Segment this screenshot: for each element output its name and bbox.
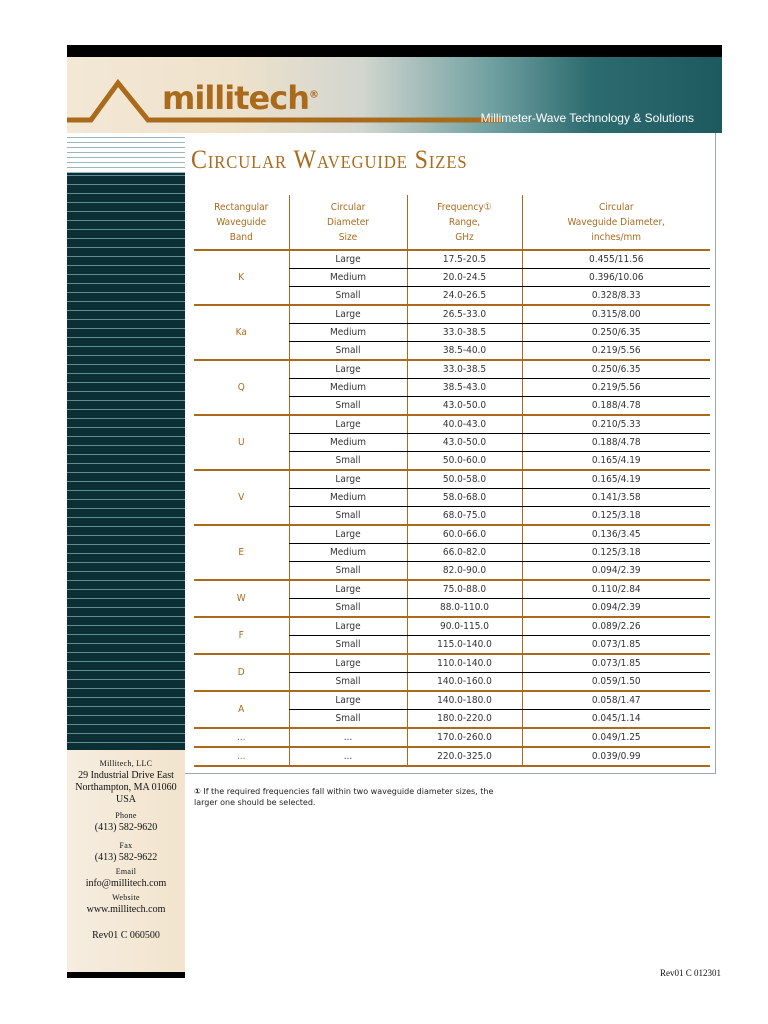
table-body <box>194 250 710 766</box>
size-cell: Medium <box>289 379 407 397</box>
frequency-cell: 170.0-260.0 <box>407 728 522 747</box>
diameter-cell: 0.455/11.56 <box>522 250 710 269</box>
diameter-cell: 0.136/3.45 <box>522 525 710 544</box>
band-cell: E <box>194 525 289 580</box>
tagline: Millimeter-Wave Technology & Solutions <box>480 111 694 125</box>
size-cell: Small <box>289 287 407 306</box>
sidebar-stripes <box>67 133 185 750</box>
size-cell: Large <box>289 525 407 544</box>
band-cell: Q <box>194 360 289 415</box>
header-banner <box>67 57 722 133</box>
band-cell: ... <box>194 747 289 766</box>
country: USA <box>115 794 136 805</box>
diameter-cell: 0.059/1.50 <box>522 673 710 692</box>
frequency-cell: 68.0-75.0 <box>407 507 522 526</box>
diameter-cell: 0.328/8.33 <box>522 287 710 306</box>
frequency-cell: 24.0-26.5 <box>407 287 522 306</box>
size-cell: Large <box>289 470 407 489</box>
email-label: Email <box>115 867 137 876</box>
frequency-cell: 43.0-50.0 <box>407 397 522 416</box>
website-label: Website <box>112 893 140 902</box>
frequency-cell: 60.0-66.0 <box>407 525 522 544</box>
band-cell: Ka <box>194 305 289 360</box>
company-name: Millitech, LLC <box>99 759 153 768</box>
header-diameter: Circular Waveguide Diameter, inches/mm <box>522 195 710 250</box>
size-cell: Large <box>289 250 407 269</box>
page-revision: Rev01 C 012301 <box>659 968 721 978</box>
header-frequency: Frequency① Range, GHz <box>407 195 522 250</box>
frequency-cell: 58.0-68.0 <box>407 489 522 507</box>
size-cell: Small <box>289 599 407 618</box>
diameter-cell: 0.219/5.56 <box>522 342 710 361</box>
frequency-cell: 140.0-160.0 <box>407 673 522 692</box>
diameter-cell: 0.188/4.78 <box>522 434 710 452</box>
waveguide-table <box>194 195 710 767</box>
size-cell: ... <box>289 747 407 766</box>
fax: (413) 582-9622 <box>94 852 158 863</box>
diameter-cell: 0.315/8.00 <box>522 305 710 324</box>
table-header-row <box>194 195 710 250</box>
table-row <box>194 360 710 379</box>
diameter-cell: 0.125/3.18 <box>522 544 710 562</box>
size-cell: Medium <box>289 269 407 287</box>
frequency-cell: 17.5-20.5 <box>407 250 522 269</box>
size-cell: Medium <box>289 434 407 452</box>
frequency-cell: 20.0-24.5 <box>407 269 522 287</box>
address-block <box>67 750 185 972</box>
table-row <box>194 250 710 269</box>
frequency-cell: 110.0-140.0 <box>407 654 522 673</box>
table-row <box>194 728 710 747</box>
frequency-cell: 26.5-33.0 <box>407 305 522 324</box>
diameter-cell: 0.058/1.47 <box>522 691 710 710</box>
band-cell: ... <box>194 728 289 747</box>
table-row <box>194 747 710 766</box>
diameter-cell: 0.073/1.85 <box>522 654 710 673</box>
frequency-cell: 82.0-90.0 <box>407 562 522 581</box>
frequency-cell: 180.0-220.0 <box>407 710 522 729</box>
size-cell: Small <box>289 636 407 655</box>
size-cell: Large <box>289 360 407 379</box>
frequency-cell: 50.0-60.0 <box>407 452 522 471</box>
frequency-cell: 38.5-43.0 <box>407 379 522 397</box>
diameter-cell: 0.049/1.25 <box>522 728 710 747</box>
frequency-cell: 66.0-82.0 <box>407 544 522 562</box>
diameter-cell: 0.073/1.85 <box>522 636 710 655</box>
diameter-cell: 0.141/3.58 <box>522 489 710 507</box>
address-bottom-bar <box>67 972 185 978</box>
size-cell: Medium <box>289 489 407 507</box>
city: Northampton, MA 01060 <box>75 782 177 793</box>
size-cell: Small <box>289 342 407 361</box>
band-cell: A <box>194 691 289 728</box>
top-bar <box>67 45 722 57</box>
size-cell: Large <box>289 580 407 599</box>
frequency-cell: 115.0-140.0 <box>407 636 522 655</box>
address-revision: Rev01 C 060500 <box>92 930 160 941</box>
header-size: Circular Diameter Size <box>289 195 407 250</box>
band-cell: K <box>194 250 289 305</box>
table-row <box>194 470 710 489</box>
frequency-cell: 38.5-40.0 <box>407 342 522 361</box>
diameter-cell: 0.165/4.19 <box>522 470 710 489</box>
diameter-cell: 0.110/2.84 <box>522 580 710 599</box>
size-cell: Large <box>289 415 407 434</box>
size-cell: Large <box>289 691 407 710</box>
band-cell: F <box>194 617 289 654</box>
table-row <box>194 654 710 673</box>
frequency-cell: 40.0-43.0 <box>407 415 522 434</box>
table-row <box>194 525 710 544</box>
frequency-cell: 220.0-325.0 <box>407 747 522 766</box>
size-cell: Medium <box>289 544 407 562</box>
table-row <box>194 580 710 599</box>
street: 29 Industrial Drive East <box>78 770 174 781</box>
email-link[interactable]: info@millitech.com <box>85 878 167 889</box>
content-panel <box>185 133 716 774</box>
diameter-cell: 0.039/0.99 <box>522 747 710 766</box>
diameter-cell: 0.094/2.39 <box>522 599 710 618</box>
frequency-cell: 33.0-38.5 <box>407 360 522 379</box>
frequency-cell: 75.0-88.0 <box>407 580 522 599</box>
table-row <box>194 305 710 324</box>
diameter-cell: 0.250/6.35 <box>522 360 710 379</box>
size-cell: Small <box>289 562 407 581</box>
sidebar-light-stripes <box>67 133 185 173</box>
size-cell: Small <box>289 397 407 416</box>
band-cell: U <box>194 415 289 470</box>
website-link[interactable]: www.millitech.com <box>86 904 166 915</box>
frequency-cell: 140.0-180.0 <box>407 691 522 710</box>
sidebar-decoration <box>67 133 185 750</box>
logo: millitech® <box>162 79 318 117</box>
diameter-cell: 0.089/2.26 <box>522 617 710 636</box>
frequency-cell: 33.0-38.5 <box>407 324 522 342</box>
phone-label: Phone <box>115 811 137 820</box>
size-cell: Large <box>289 305 407 324</box>
diameter-cell: 0.219/5.56 <box>522 379 710 397</box>
size-cell: Large <box>289 617 407 636</box>
footnote-text: If the required frequencies fall within two waveguide diameter sizes, the larger one should be selected. <box>194 787 494 807</box>
phone: (413) 582-9620 <box>94 822 158 833</box>
frequency-cell: 50.0-58.0 <box>407 470 522 489</box>
page-title: Circular Waveguide Sizes <box>191 145 468 174</box>
frequency-cell: 43.0-50.0 <box>407 434 522 452</box>
band-cell: D <box>194 654 289 691</box>
footnote <box>194 786 494 808</box>
diameter-cell: 0.250/6.35 <box>522 324 710 342</box>
table-row <box>194 617 710 636</box>
diameter-cell: 0.188/4.78 <box>522 397 710 416</box>
diameter-cell: 0.094/2.39 <box>522 562 710 581</box>
footnote-mark: ① <box>194 787 201 796</box>
frequency-cell: 90.0-115.0 <box>407 617 522 636</box>
table-row <box>194 691 710 710</box>
band-cell: W <box>194 580 289 617</box>
size-cell: ... <box>289 728 407 747</box>
fax-label: Fax <box>119 841 133 850</box>
diameter-cell: 0.125/3.18 <box>522 507 710 526</box>
diameter-cell: 0.396/10.06 <box>522 269 710 287</box>
table-row <box>194 415 710 434</box>
frequency-cell: 88.0-110.0 <box>407 599 522 618</box>
size-cell: Small <box>289 710 407 729</box>
diameter-cell: 0.210/5.33 <box>522 415 710 434</box>
size-cell: Small <box>289 673 407 692</box>
size-cell: Large <box>289 654 407 673</box>
diameter-cell: 0.165/4.19 <box>522 452 710 471</box>
size-cell: Medium <box>289 324 407 342</box>
header-band: Rectangular Waveguide Band <box>194 195 289 250</box>
size-cell: Small <box>289 452 407 471</box>
diameter-cell: 0.045/1.14 <box>522 710 710 729</box>
size-cell: Small <box>289 507 407 526</box>
band-cell: V <box>194 470 289 525</box>
